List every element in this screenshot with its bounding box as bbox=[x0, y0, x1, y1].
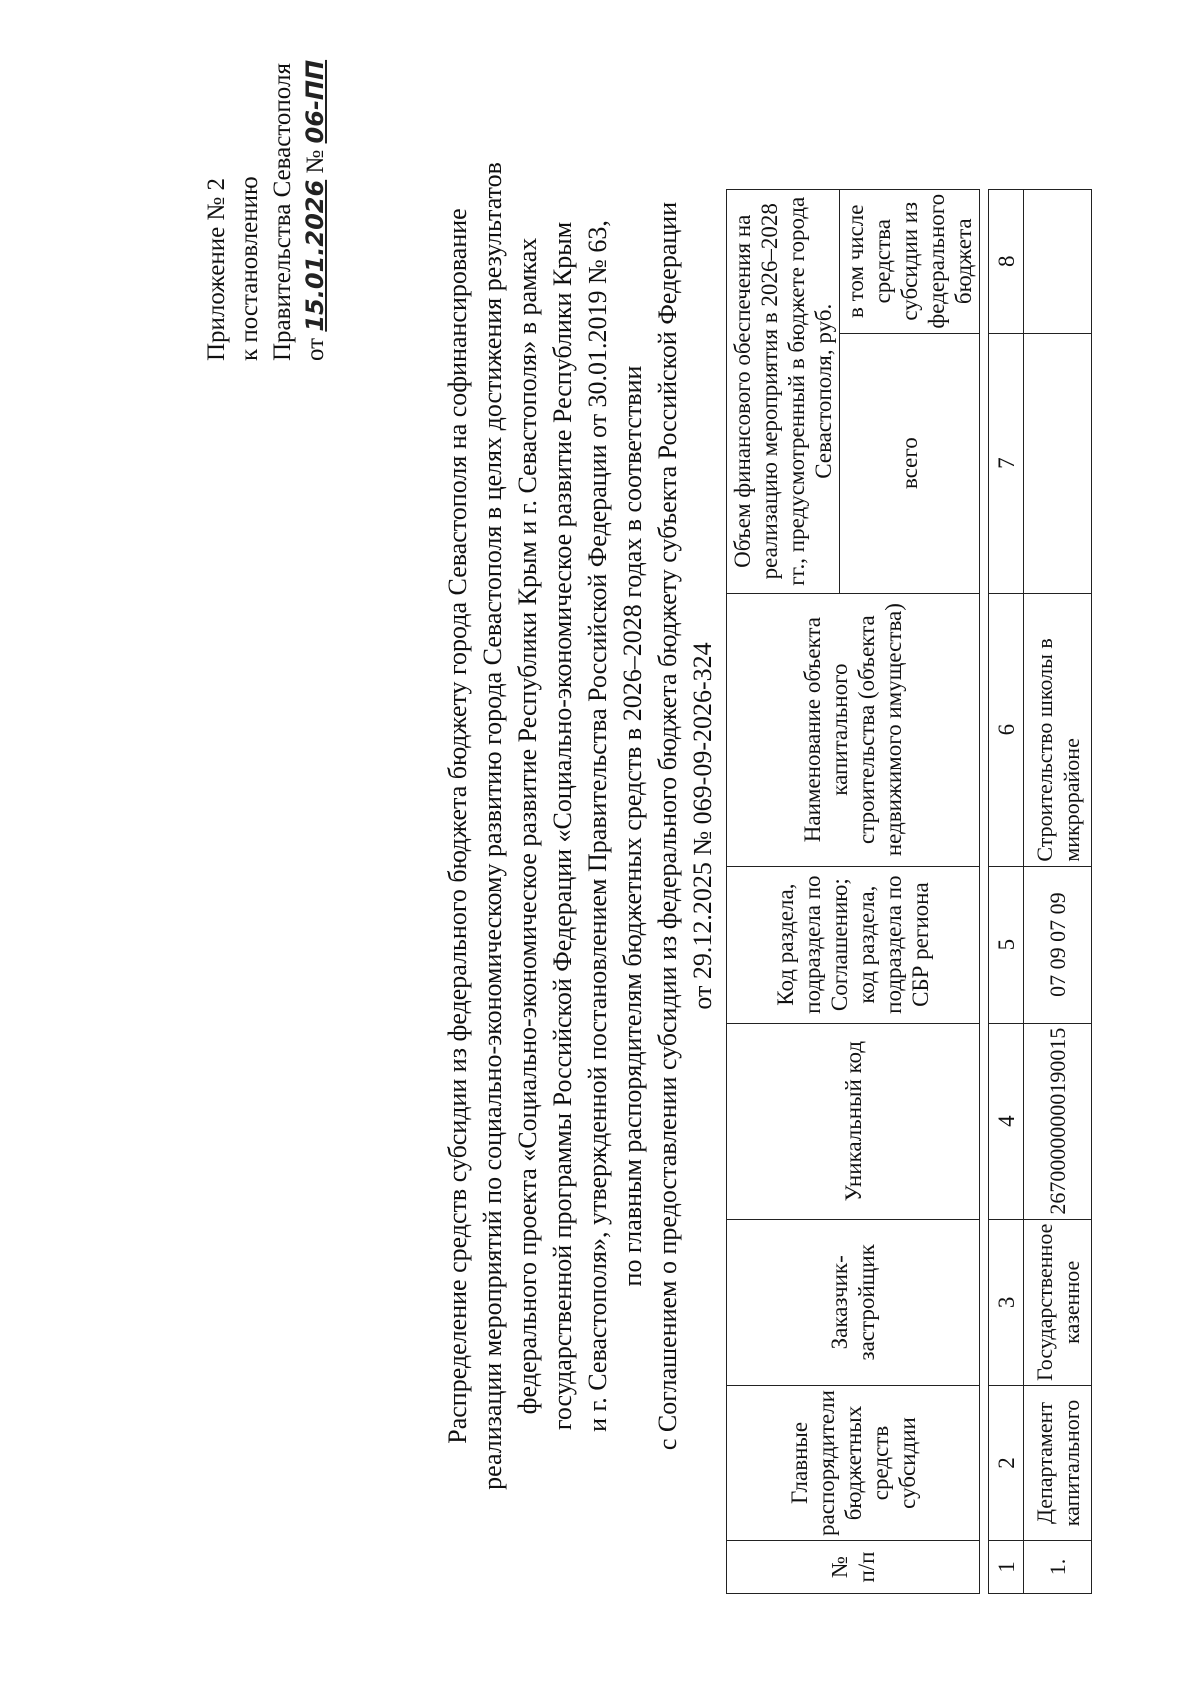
header-row bbox=[727, 189, 840, 1593]
header-number: № п/п bbox=[727, 1541, 980, 1594]
appendix-block bbox=[200, 60, 332, 361]
title-line: Распределение средств субсидии из федерального бюджета бюджету города Севастополя на софинансирование bbox=[443, 208, 472, 1444]
header-total: всего bbox=[840, 333, 980, 593]
column-number: 2 bbox=[989, 1386, 1024, 1541]
column-number-row bbox=[989, 189, 1024, 1593]
column-number: 8 bbox=[989, 189, 1024, 333]
header-federal: в том числе средства субсидии из федерального бюджета bbox=[840, 189, 980, 333]
row-distributor: Департамент капитального bbox=[1024, 1386, 1092, 1541]
column-number: 7 bbox=[989, 333, 1024, 593]
header-section-code-b: код раздела, подраздела по СБР региона bbox=[854, 875, 933, 1014]
title-line: по главным распорядителям бюджетных средств в 2026–2028 годах в соответствии bbox=[618, 365, 647, 1287]
header-object-name: Наименование объекта капитального строительства (объекта недвижимого имущества) bbox=[727, 593, 980, 866]
table-row bbox=[1024, 189, 1092, 1593]
row-customer: Государственное казенное bbox=[1024, 1219, 1092, 1385]
table-gap bbox=[980, 189, 989, 1593]
header-customer: Заказчик-застройщик bbox=[727, 1219, 980, 1385]
appendix-line-1: Приложение № 2 bbox=[203, 177, 230, 361]
header-unique-code: Уникальный код bbox=[727, 1023, 980, 1219]
distribution-table bbox=[726, 189, 1092, 1594]
date-prefix: от bbox=[302, 337, 329, 361]
column-number: 5 bbox=[989, 866, 1024, 1023]
header-section-code-a: Код раздела, подраздела по Соглашению; bbox=[773, 875, 852, 1014]
column-number: 6 bbox=[989, 593, 1024, 866]
appendix-line-2: к постановлению bbox=[236, 176, 263, 361]
appendix-line-3: Правительства Севастополя bbox=[269, 63, 296, 361]
row-number: 1. bbox=[1024, 1541, 1092, 1594]
title-line: реализации мероприятий по социально-экономическому развитию города Севастополя в целях достижения результатов bbox=[478, 162, 507, 1490]
row-federal bbox=[1024, 189, 1092, 333]
number-label: № bbox=[302, 149, 329, 174]
handwritten-number: 06-ПП bbox=[301, 59, 329, 144]
title-line: федерального проекта «Социально-экономическое развитие Республики Крым и г. Севастополя» в рамках bbox=[513, 237, 542, 1415]
header-distributor: Главные распорядители бюджетных средств субсидии bbox=[727, 1386, 980, 1541]
row-unique-code: 26700000000190015 bbox=[1024, 1023, 1092, 1219]
row-section-code: 07 09 07 09 bbox=[1024, 866, 1092, 1023]
document-title bbox=[440, 116, 720, 1536]
header-section-code bbox=[727, 866, 980, 1023]
title-line: от 29.12.2025 № 069-09-2026-324 bbox=[688, 642, 717, 1010]
row-object-name: Строительство школы в микрорайоне bbox=[1024, 593, 1092, 866]
title-line: и г. Севастополя», утвержденной постановлением Правительства Российской Федерации от 30.01.2019 № 63, bbox=[583, 220, 612, 1432]
title-line: с Соглашением о предоставлении субсидии из федерального бюджета бюджету субъекта Российской Федерации bbox=[653, 201, 682, 1451]
handwritten-date: 15.01.2026 bbox=[301, 179, 329, 332]
header-funding: Объем финансового обеспечения на реализацию мероприятия в 2026–2028 гг., предусмотренный в бюджете города Севастополя, руб. bbox=[727, 189, 840, 593]
appendix-date-line bbox=[299, 60, 332, 361]
column-number: 3 bbox=[989, 1219, 1024, 1385]
row-total bbox=[1024, 333, 1092, 593]
title-line: государственной программы Российской Федерации «Социально-экономическое развитие Республики Крым bbox=[548, 221, 577, 1431]
column-number: 1 bbox=[989, 1541, 1024, 1594]
column-number: 4 bbox=[989, 1023, 1024, 1219]
